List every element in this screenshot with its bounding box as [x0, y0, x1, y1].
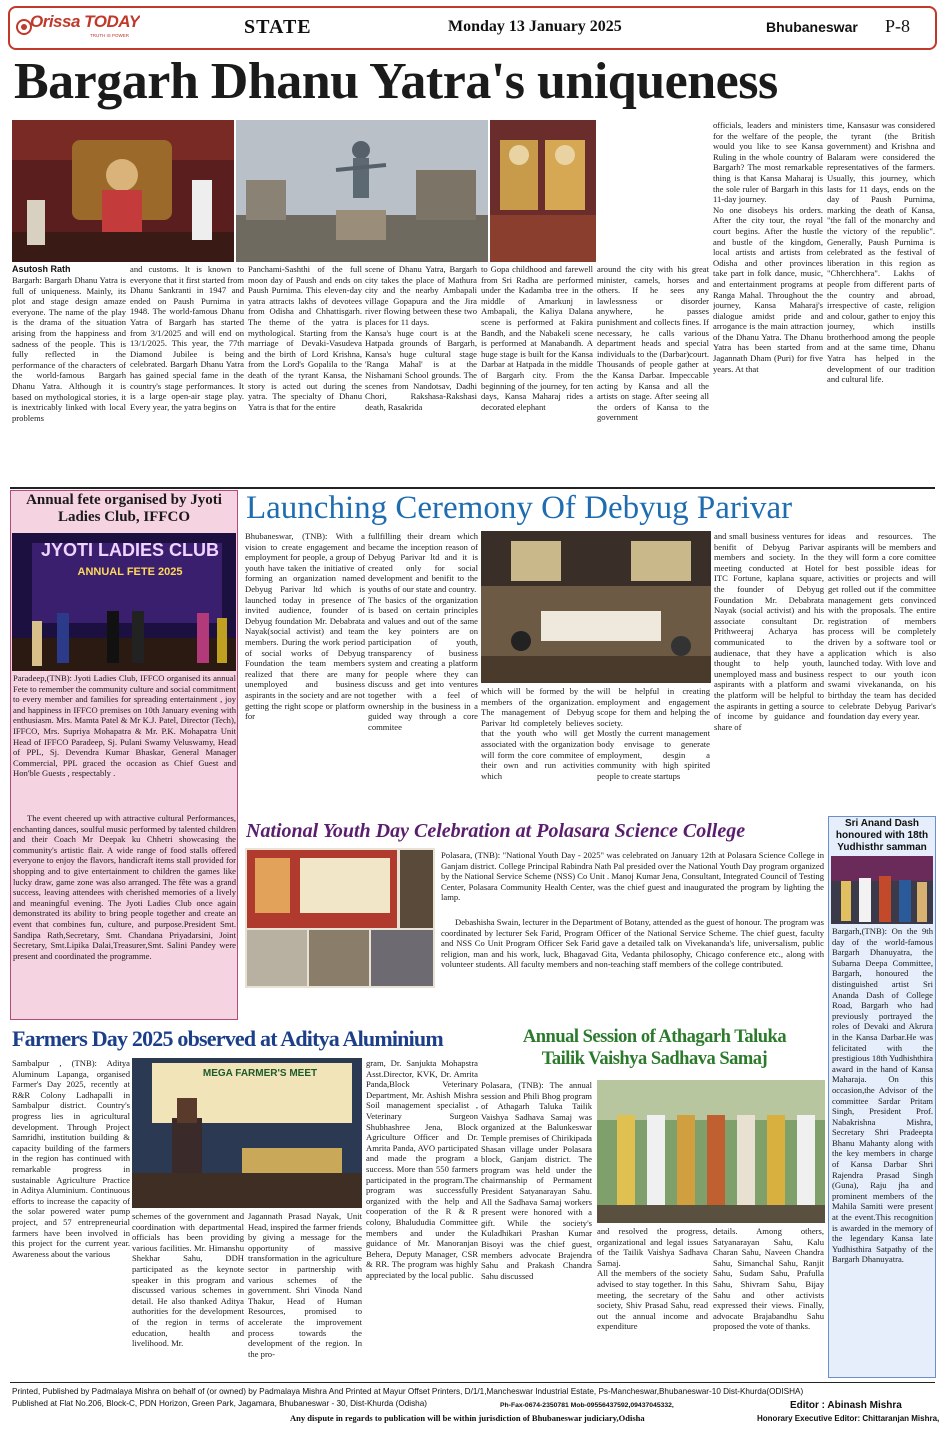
headline-farmers-day: Farmers Day 2025 observed at Aditya Aluminium [12, 1026, 443, 1051]
dhanu-column-5: to Gopa childhood and farewell from Sri Radha are performed under the Kadamba tree in the middle of Amarkunj in Ambapali, the Kaliya Dalana scene is performed at Fakira Bandh, and the Nabakeli scene is performed at Manabandh. A huge stage is built for the Kansa Darbar at Hatpada in the middle of Bargarh city. From the beginning of the journey, for ten days, Kansa Maharaj rides a decorated elephant [481, 264, 593, 412]
brand-name: Orissa TODAY [30, 12, 140, 31]
youth-day-paragraph-1: Polasara, (TNB): "National Youth Day - 2025" was celebrated on January 12th at Polasara Science College in Ganjam district. College Principal Rabindra Nath Pal presided over the National Youth Day program organized by the National Service Scheme (NSS) Co Unit . Manoj Kumar Jena, Consultant, Integrated Council of Testing Center, Polasara Community Health Center, was the chief guest and inaugurated the program by lighting the lamp. [441, 850, 824, 903]
photo-farmers-meet [132, 1058, 362, 1208]
photo-athagarh-samaj [597, 1080, 825, 1223]
fete-banner-title: JYOTI LADIES CLUB [40, 540, 219, 560]
dhanu-column-3: Panchami-Sashthi of the full moon day of Paush and ends on Paush Purnima. This eleven-day yatra attracts lakhs of devotees from Odisha and Chhattisgarh. The theme of the yatra is mythological. Starting from the marriage of Devaki-Vasudeva and the birth of Lord Krishna, from the Lord's Gopalila to the death of the tyrant Kansa, the story is acted out during the yatra. The specialty of Dhanu Yatra is that for the entire [248, 264, 362, 412]
headline-anand-dash: Sri Anand Dash honoured with 18th Yudhisthr samman [835, 818, 929, 853]
youth-day-paragraph-2: Debashisha Swain, lecturer in the Department of Botany, attended as the guest of honour. The program was coordinated by lecturer Sek Farid, Program Officer of the National Service Scheme. The chief guest, faculty and NSS Co Unit Program Officer Sek Farid gave a detailed talk on Vivekananda's life, universalism, public religion, man and his work, luck, Bhagavad Gita, Vedanta philosophy, Chicago conference etc., along with volunteer students. All faculty members and non-teaching staff members of the college contributed. [441, 917, 824, 970]
headline-athagarh-line2: Tailik Vaishya Sadhava Samaj [541, 1049, 768, 1069]
footer-jurisdiction: Any dispute in regards to publication will be within jurisdiction of Bhubaneswar judiciary,Odisha [290, 1413, 645, 1423]
photo-deity-idols [490, 120, 596, 262]
footer-phone: Ph-Fax-0674-2350781 Mob-09556437592,09437045332, [500, 1402, 674, 1409]
farmers-column-1: Sambalpur , (TNB): Aditya Aluminum Lapanga, organised Farmer's Day 2025, recently at R&R Colony Ladhapalli in Sambalpur district. Country's progress lies in agricultural development. Through Project Samridhi, institution building & capacity building of the farmers in the region has continued with remarkable progress in sustainable Agriculture Practice in Aditya Aluminium. Continuous efforts to increase the capacity of the solar powered water pump project, and 57 entrepreneurial farmers have been involved in this project for the current year. Awareness about the various [12, 1058, 130, 1259]
byline: Asutosh Rath [12, 264, 71, 274]
dhanu-column-8: time, Kansasur was considered the tyrant (the British government) and Krishna and Balaram were considered the representatives of the farmers. Usually, this journey, which lasts for 11 days, ends on the day of Paush Purnima, marking the death of Kansa, "the fall of the monarchy and the victory of the republic". Generally, Paush Purnima is celebrated as the festival of liberation in this region as "Chherchhera". Lakhs of people from different parts of the country and abroad, irrespective of caste, religion and colour, gather to enjoy this journey, which instills brotherhood among the people and at the same time, Dhanu Yatra has helped in the development of our tradition and cultural life. [827, 120, 935, 385]
photo-dhanu-yatra-stage [12, 120, 234, 262]
debyug-column-2: fullfilling their dream which became the inception reason of Debyug Parivar ltd and it is created only for social development and benifit to the youths of our state and country. The basics of the organization is based on certain principles and values and out of the same the key pointers are on participation of youth, transparency of business system and creating a platform for people where they can discuss and get into ventures together with a feel of ownership in the business in a guided way through a core commitee [368, 531, 478, 732]
debyug-column-4: will be helpful in creating employment and engagement scope for them and helping the society. Mostly the current management body envisage to generate employment, desgin a community with high spirited people to create startups [597, 686, 710, 781]
photo-anand-dash-felicitation [831, 856, 933, 924]
athagarh-column-1: Polasara, (TNB): The annual session and Phili Bhog program of Athagarh Taluka Tailik Vaishya Sadhava Samaj was organized at the Balunkeswar Temple premises of Chirikipada Shasan village under Polasara block, Ganjam district. The program was held under the chairmanship of Permament President Satyanarayan Sahu. All the Sadhava Samaj workers present were honored with a gift. While the society's Kuladhikari Prashan Kumar Bisoyi was the chief guest, members advocate Brajendra Sahu and Prakash Chandra Sahu discussed [481, 1080, 592, 1281]
issue-date: Monday 13 January 2025 [448, 18, 622, 35]
dhanu-column-7: officials, leaders and ministers for the welfare of the people, would you like to see Kansa Ruling in the whole country of Bargarh? The most remarkable thing is that Kansa Maharaj is the sole ruler of Bargarh in this 11-day journey. No one disobeys his orders. After the city tour, the royal court begins. After the hustle and bustle of the kingdom, local artists and artists from Odisha and other provinces take part in folk dance, music, and entertainment programs at Ranga Mahal. Throughout the journey, Kansa Maharaj's dialogue amidst pride and arrogance is the main attraction of the Dhanu Yatra. The Dhanu Yatra has been started from Jagannath Dham (Puri) for five years. At that [713, 120, 823, 374]
photo-debyug-launch-meeting [481, 531, 711, 683]
footer-honorary-editor: Honorary Executive Editor: Chittaranjan Mishra, [757, 1414, 940, 1423]
footer-printer-line: Printed, Published by Padmalaya Mishra on behalf of (or owned) by Padmalaya Mishra And Printed at Mayur Offset Printers, D/1/1,Mancheswar Industrial Estate, Ps-Mancheswar,Bhubaneswar-10 Dist-Khurda(ODISHA) [12, 1387, 804, 1396]
headline-dhanu-yatra: Bargarh Dhanu Yatra's uniqueness [14, 53, 778, 110]
headline-jyoti-ladies-club: Annual fete organised by Jyoti Ladies Club, IFFCO [26, 492, 222, 525]
jyoti-paragraph-1: Paradeep,(TNB): Jyoti Ladies Club, IFFCO organised its annual Fete to remember the community culture and social commitment to every member and families for spreading entertainment , joy and happiness in IFFCO premises on 10th January evening with enthusiasm. Mrs. Mamta Patel & Mr K.J. Patel, Director (Tech), IFFCO, Mrs. Supriya Mohapatra & Mr. P.K. Mohapatra Unit Head of IFFCO Paradeep, Sj. Pulani Swamy Veluswamy, Head of PPL, Sj. Devendra Kumar Bhaskar, General Manager Commercial, PPL graced the occasion as Chief Guest and Hon'ble Guests , respectably . [13, 673, 236, 779]
footer-editor: Editor : Abinash Mishra [790, 1400, 902, 1411]
dhanu-column-2: and customs. It is known to everyone that it first started from Dhanu Sankranti in 1947 and ended on Paush Purnima in 1948. The world-famous Dhanu Yatra of Bargarh has started from 3/1/2025 and will end on 13/1/2025. This year, the 77th Diamond Jubilee is being celebrated. Bargarh Dhanu Yatra has gained special fame in the country's stage performances. It is a large open-air stage play. Every year, the yatra begins on [130, 264, 244, 412]
dhanu-column-1: Bargarh: Bargarh Dhanu Yatra is full of uniqueness. Mainly, its plot and stage design amaze everyone. The name of the play is the drama of the situation arising from the happiness and sadness of the people. This is fully reflected in the performance of the characters of the world-famous Bargarh Dhanu Yatra. Although it is based on mythological stories, it is inextricably linked with local problems [12, 275, 126, 423]
page-number: P-8 [885, 16, 911, 36]
farmers-column-4: gram, Dr. Sanjukta Mohapstra Asst.Director, KVK, Dr. Amrita Panda,Block Veterinary Department, Mr. Ashish Mishra Soil management specialist , Veterinary Surgeon Shubhashree Jena, Block Agriculture Officer and Dr. Amrita Panda, AVO participated and made the program a success. More than 550 farmers participated in the program.The program was successfully organized with the help and cooperation of the R & R colony, Bhalududia Committee members and under the guidance of Mr. Manoranjan Behera, Deputy Manager, CSR & RR. The program was highly appreciated by the local public. [366, 1058, 478, 1280]
dhanu-column-4: scene of Dhanu Yatra, Bargarh city takes the place of Mathura city and the nearby Ambapali village Gopapura and the Jira river flowing between these two places for 11 days. Kansa's huge court is at the Hatpada grounds of Bargarh, Kansa's huge cultural stage 'Ranga Mahal' is at the Nishamani School grounds. The scenes from Nandotsav, Dadhi Chori, Rakshasa-Rakshasi death, Rasakrida [365, 264, 477, 412]
footer-divider [10, 1382, 935, 1383]
athagarh-column-3: details. Among others, Satyanarayan Sahu, Kalu Charan Sahu, Naveen Chandra Sahu, Simanchal Sahu, Ranjit Sahu, Sudam Sahu, Prafulla Sahu, Shivram Sahu, Bijay Sahu and other activists expressed their views. Finally, advocate Brajabandhu Sahu proposed the vote of thanks. [713, 1226, 824, 1332]
photo-youth-day-collage [245, 848, 435, 988]
photo-krishna-statue [236, 120, 488, 262]
debyug-column-5: and small business ventures for benifit of Debyug Parivar members and society. In the meeting conducted at Hotel ITC Fortune, kaplana square, the founder of Debyug Foundation Mr. Debabrata Nayak (social activist) and his associate consultant Dr. Prithweeraj Acharya has communicated to the audienace, that they have a thought to help youth, unemployed mass and business aspirants with a platform and the platform will be helpful to the aspirants in getting a source of income by guidance and share of [714, 531, 824, 732]
dhanu-column-6: around the city with his great minister, camels, horses and others. If he sees any lawlessness or disorder anywhere, he passes punishment and collects fines. If necessary, he calls various department heads and special individuals to the (Darbar)court. Thousands of people gather at the Kansa Darbar. Impeccable acting by Kansa and all the artists on stage. After seeing all the orders of Kansa to the government [597, 264, 709, 423]
fete-banner-subtitle: ANNUAL FETE 2025 [77, 566, 183, 578]
edition-city: Bhubaneswar [766, 19, 858, 35]
farmers-column-2: schemes of the government and coordination with departmental officials has been providing various facilities. Mr. Himanshu Shekhar Sahu, DDH participated as the keynote speaker in this program and discussed various schemes in detail. He also thanked Aditya authorities for the development of the region in terms of education, health and livelihood. Mr. [132, 1211, 244, 1349]
farmers-column-3: Jagannath Prasad Nayak, Unit Head, inspired the farmer friends by giving a message for the opportunity of massive transformation in the agriculture sector in partnership with various schemes of the government. Shri Vinoda Nand Thakur, Head of Human Resources, promised to accelerate the improvement process towards the development of the region. In the pro- [248, 1211, 362, 1359]
footer-publisher-line: Published at Flat No.206, Block-C, PDN Horizon, Green Park, Jagamara, Bhubaneswar - 30, Dist-Khurda (Odisha) [12, 1399, 428, 1408]
jyoti-paragraph-2: The event cheered up with attractive cultural Performances, enchanting dances, soulful music performed by talented children and their Coach Mr Deepak ku Chhetri showcasing the community's artistic flair. A wide range of food stalls offered everyone to enjoy the flavors, handicraft items stall provided for shopping and to give entertainment to children the games like lucky draw, game zone was also arranged. The fête was a grand success, leaving attendees with cherished memories of a lively and meaningful evening. The Jyoti Ladies Club once again demonstrated its ability to bring people together and create an event that combines fun, culture, and purpose.President Smt. Sandipa Rath,Secretary, Smt. Chandana Priyadarsini, Joint Secretary, Smt.Lipika Dalai,Treasurer,Smt. Salini Pandey were present and coordinated the programme. [13, 813, 236, 961]
brand-tagline: TRUTH IS POWER [90, 33, 129, 38]
debyug-column-1: Bhubaneswar, (TNB): With a vision to create engagement and employment for people, a group of youth have taken the initiative of forming an organization named Debyug Parivar ltd which is launched today in presence of invited audience, founder of Debyug foundation Mr. Debabrata Nayak(social activist) and team members. During the work period of social works of Debyug Foundation the team members realized that there are many unemployed and business aspirants in the society and are not getting the right scope or platform for [245, 531, 365, 722]
section-label: STATE [244, 16, 312, 38]
debyug-column-6: ideas and resources. The aspirants will be members and they will form a core comittee for best possible ideas for activities or projects and will get rolled out if the committee management gets convinced with the proposals. The entire registration of members process will be completely driven by a software tool or application which is also launched today. With love and respect to our youth icon swami vivekananda, on his birthday the team has decided to celebrate Debyug Parivar's foundation day every year. [828, 531, 936, 722]
farmers-banner-title: MEGA FARMER'S MEET [202, 1068, 318, 1079]
debyug-column-3: which will be formed by the members of the organization. The management of Debyug Parivar ltd completely believes that the youth who will get associated with the organization will form the core commitee of their own and run activities which [481, 686, 594, 781]
anand-dash-body: Bargarh,(TNB): On the 9th day of the world-famous Bargarh Dhanuyatra, the Subarna Deepa Committee, Bargarh, honoured the distinguished artist Sri Ananda Dash of College Road, Bargarh who had previously portrayed the roles of Devaki and Akrura in the Kansa Darbar.He was felicitated with the prestigious 18th Yudhishthira award in the hand of Kansa Maharaja. On this occasion,the Advisor of the committee Sardar Pritam Singh, President Prof. Nabakrishna Mishra, Secretary Shri Pradeepta Bhanu Mahanty along with the key members in charge of Kansa Darbar Shri Rajendra Prasad Singh (Guna), Raju jha and prominent members of the Mahila Samiti were present at the event.This recognition is awarded in the memory of the legendary Kansa late Yudhisthira Satpathy of the Bargarh Dhanuyatra. [832, 926, 933, 1265]
headline-athagarh-line1: Annual Session of Athagarh Taluka [522, 1027, 787, 1047]
athagarh-column-2: and resolved the progress, organizational and legal issues of the Tailik Vaishya Sadhava Samaj. All the members of the society advised to stay together. In this meeting, the secretary of the society, Shiv Prasad Sahu, read out the annual income and expenditure [597, 1226, 708, 1332]
headline-debyug-parivar: Launching Ceremony Of Debyug Parivar [246, 490, 793, 526]
headline-youth-day: National Youth Day Celebration at Polasara Science College [246, 820, 746, 842]
